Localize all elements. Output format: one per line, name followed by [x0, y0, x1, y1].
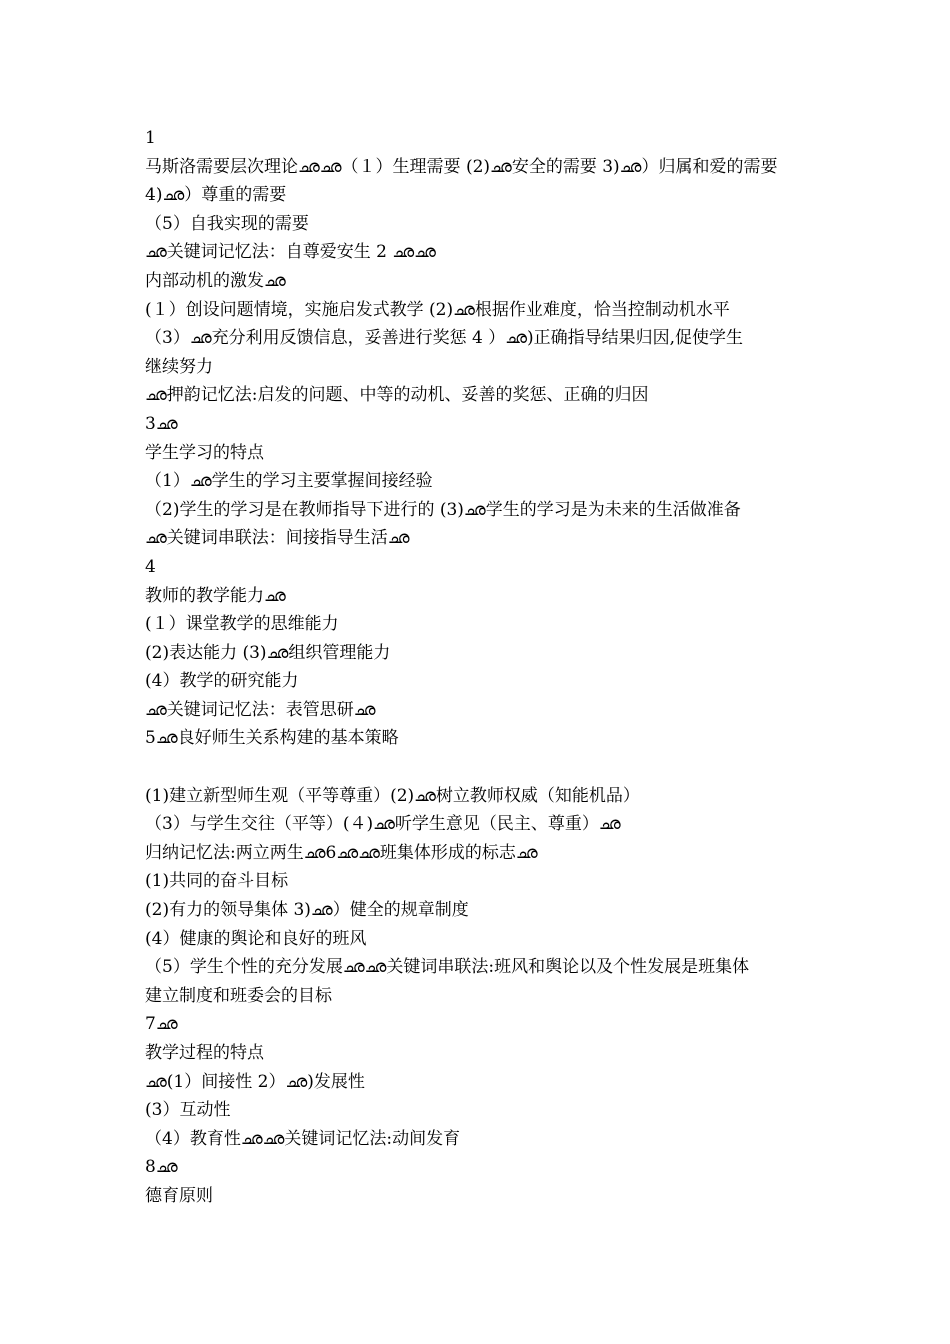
text-line: （5）学生个性的充分发展ഛഛ关键词串联法:班风和舆论以及个性发展是班集体: [145, 957, 750, 978]
text-line: 教学过程的特点: [145, 1043, 264, 1063]
text-line: (１）课堂教学的思维能力: [145, 614, 339, 635]
text-line: 马斯洛需要层次理论ഛഛ（１）生理需要 (2)ഛ安全的需要 3)ഛ）归属和爱的需要: [145, 156, 778, 177]
text-line: (１）创设问题情境，实施启发式教学 (2)ഛ根据作业难度，恰当控制动机水平: [145, 299, 730, 320]
text-line: (4）教学的研究能力: [145, 671, 299, 692]
text-line: 继续努力: [145, 356, 213, 377]
text-line: 教师的教学能力ഛ: [145, 585, 286, 606]
text-line: (1)共同的奋斗目标: [145, 871, 289, 892]
text-line: 4)ഛ）尊重的需要: [145, 185, 287, 206]
blank-line: [145, 753, 835, 782]
text-line: 归纳记忆法:两立两生ഛ6ഛഛ班集体形成的标志ഛ: [145, 842, 538, 863]
text-line: 4: [145, 556, 156, 577]
text-line: (2)表达能力 (3)ഛ组织管理能力: [145, 642, 391, 663]
text-line: ഛ关键词串联法：间接指导生活ഛ: [145, 528, 410, 549]
text-line: （5）自我实现的需要: [145, 213, 309, 234]
text-line: （3）ഛ充分利用反馈信息，妥善进行奖惩 4 ）ഛ)正确指导结果归因,促使学生: [145, 328, 744, 349]
text-line: 7ഛ: [145, 1014, 178, 1035]
text-line: 学生学习的特点: [145, 442, 264, 463]
text-line: ഛ押韵记忆法:启发的问题、中等的动机、妥善的奖惩、正确的归因: [145, 385, 649, 406]
text-line: ഛ(1）间接性 2）ഛ)发展性: [145, 1071, 365, 1092]
text-line: （2)学生的学习是在教师指导下进行的 (3)ഛ学生的学习是为未来的生活做准备: [145, 499, 741, 520]
text-line: （1）ഛ学生的学习主要掌握间接经验: [145, 471, 433, 492]
text-line: (2)有力的领导集体 3)ഛ）健全的规章制度: [145, 900, 469, 921]
text-line: ഛ关键词记忆法：表管思研ഛ: [145, 699, 376, 720]
document-body: [145, 124, 835, 1211]
text-line: 建立制度和班委会的目标: [145, 985, 332, 1006]
text-line: ഛ关键词记忆法：自尊爱安生 2 ഛഛ: [145, 242, 436, 263]
text-line: 1: [145, 128, 156, 148]
text-line: 德育原则: [145, 1185, 213, 1206]
text-line: (4）健康的舆论和良好的班风: [145, 928, 367, 949]
text-line: （4）教育性ഛഛ关键词记忆法:动间发育: [145, 1128, 461, 1149]
text-line: 5ഛ良好师生关系构建的基本策略: [145, 728, 399, 749]
text-line: 内部动机的激发ഛ: [145, 270, 286, 291]
text-line: 3ഛ: [145, 413, 178, 434]
text-line: (1)建立新型师生观（平等尊重）(2)ഛ树立教师权威（知能机品）: [145, 785, 640, 806]
text-line: （3）与学生交往（平等）(４)ഛ听学生意见（民主、尊重）ഛ: [145, 814, 621, 835]
text-line: (3）互动性: [145, 1100, 231, 1121]
text-line: 8ഛ: [145, 1157, 178, 1178]
